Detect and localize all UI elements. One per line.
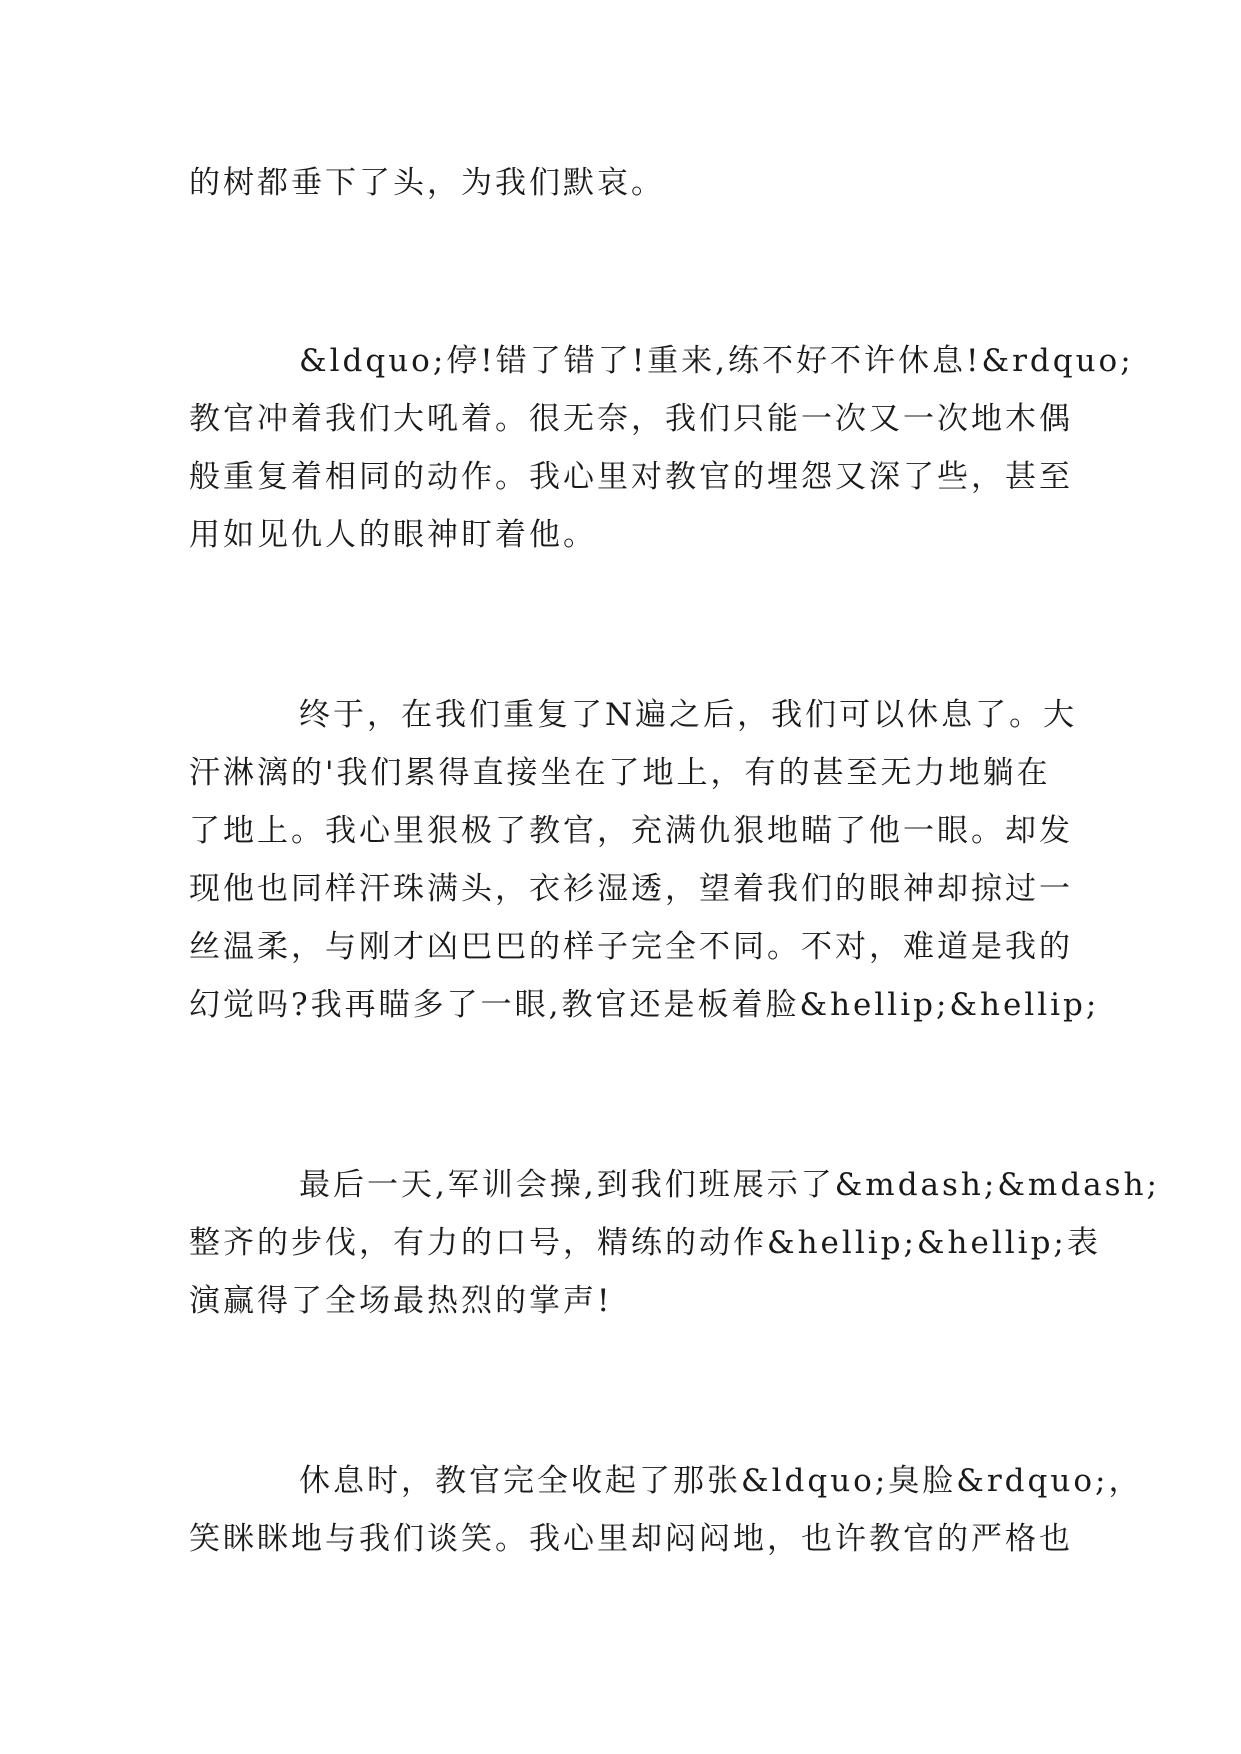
paragraph-4-line-3: 演赢得了全场最热烈的掌声! [189, 1283, 613, 1319]
paragraph-3-line-1: 终于，在我们重复了N遍之后，我们可以休息了。大 [299, 697, 1078, 733]
paragraph-3-line-3: 了地上。我心里狠极了教官，充满仇狠地瞄了他一眼。却发 [189, 813, 1073, 849]
paragraph-2-line-1: &ldquo;停!错了错了!重来,练不好不许休息!&rdquo; [299, 343, 1134, 379]
paragraph-3-line-5: 丝温柔，与刚才凶巴巴的样子完全不同。不对，难道是我的 [189, 929, 1073, 965]
paragraph-3-line-4: 现他也同样汗珠满头，衣衫湿透，望着我们的眼神却掠过一 [189, 871, 1073, 907]
paragraph-5-line-2: 笑眯眯地与我们谈笑。我心里却闷闷地，也许教官的严格也 [189, 1521, 1073, 1557]
paragraph-4-line-1: 最后一天,军训会操,到我们班展示了&mdash;&mdash; [299, 1167, 1160, 1203]
paragraph-2-line-2: 教官冲着我们大吼着。很无奈，我们只能一次又一次地木偶 [189, 401, 1073, 437]
paragraph-3-line-2: 汗淋漓的'我们累得直接坐在了地上，有的甚至无力地躺在 [189, 755, 1051, 791]
paragraph-3-line-6: 幻觉吗?我再瞄多了一眼,教官还是板着脸&hellip;&hellip; [189, 987, 1100, 1023]
paragraph-2-line-3: 般重复着相同的动作。我心里对教官的埋怨又深了些，甚至 [189, 459, 1073, 495]
paragraph-2-line-4: 用如见仇人的眼神盯着他。 [189, 517, 597, 553]
paragraph-5-line-1: 休息时，教官完全收起了那张&ldquo;臭脸&rdquo;， [299, 1463, 1143, 1499]
paragraph-1-line-1: 的树都垂下了头，为我们默哀。 [189, 165, 665, 201]
paragraph-4-line-2: 整齐的步伐，有力的口号，精练的动作&hellip;&hellip;表 [189, 1225, 1101, 1261]
